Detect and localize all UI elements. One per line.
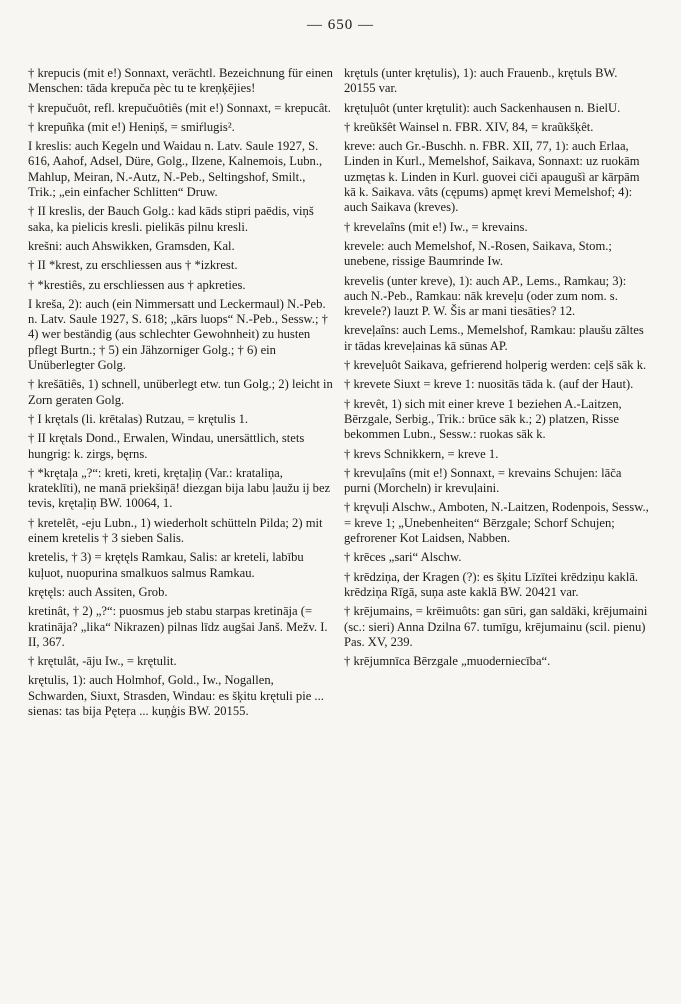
dictionary-entry: † kretelêt, -eju Lubn., 1) wiederholt schütteln Pilda; 2) mit einem kretelis † 3 sieben Salis. xyxy=(28,515,323,546)
dictionary-entry: krętuļuôt (unter krętulit): auch Sackenhausen n. BielU. xyxy=(344,100,621,115)
dictionary-entry: † *krestiês, zu erschliessen aus † apkreties. xyxy=(28,277,246,292)
dictionary-entry: † I krętals (li. krētalas) Rutzau, = krętulis 1. xyxy=(28,411,249,426)
dictionary-entry: † krepucis (mit e!) Sonnaxt, verächtl. Bezeichnung für einen Menschen: tāda krepuča pèc tu te kreņķējies! xyxy=(28,66,333,96)
dictionary-entry: kreve: auch Gr.-Buschh. n. FBR. XII, 77, 1): auch Erlaa, Linden in Kurl., Memelshof, Saikava, Sonnaxt: uz ruokām uzmętas k. Linden in Kurl. guovei ciči apaugušì ar kārpām kā k. Saikava. vâts (cępums) apmęt krevi Memelshof; 4): auch Saikava (kreves). xyxy=(344,139,640,215)
dictionary-entry: krętuls (unter krętulis), 1): auch Frauenb., krętuls BW. 20155 var. xyxy=(344,66,618,96)
dictionary-entry: † krepučuôt, refl. krepučuôtiês (mit e!) Sonnaxt, = krepucât. xyxy=(28,100,331,115)
dictionary-entry: † krętulât, -āju Iw., = krętulit. xyxy=(28,654,177,669)
dictionary-entry: † kreũkšêt Wainsel n. FBR. XIV, 84, = kraũkšķêt. xyxy=(344,119,594,134)
dictionary-entry: † II kreslis, der Bauch Golg.: kad kāds stipri paēdis, viņš saka, ka pielicis kresli. pielikās pilnu kresli. xyxy=(28,204,314,234)
dictionary-entry: † krevelaîns (mit e!) Iw., = krevains. xyxy=(344,219,528,234)
dictionary-entry: krevelis (unter kreve), 1): auch AP., Lems., Ramkau; 3): auch N.-Peb., Ramkau: nāk kreveļu (oder zum nom. s. krevele?) lauzt P. W. Šis ar mani tiesāties? 12. xyxy=(344,273,627,319)
dictionary-entry: kretinât, † 2) „?“: puosmus jeb stabu starpas kretināja (= kratināja? „lika“ Nikrazen) pilnas līdz augšai Janš. Mežv. I. II, 367. xyxy=(28,604,328,649)
dictionary-entry: † II *krest, zu erschliessen aus † *izkrest. xyxy=(28,258,238,273)
dictionary-entry: † krēces „sari“ Alschw. xyxy=(344,550,462,565)
dictionary-entry: † krēdziņa, der Kragen (?): es šķitu Līzītei krēdziņu kaklā. krēdziņa Rīgā, suņa aste kaklā BW. 20421 var. xyxy=(344,569,639,599)
dictionary-entry: krevele: auch Memelshof, N.-Rosen, Saikava, Stom.; unebene, rissige Baumrinde Iw. xyxy=(344,238,612,269)
dictionary-entry: † kręvuļi Alschw., Amboten, N.-Laitzen, Rodenpois, Sessw., = kreve 1; „Unebenheiten“ Bērzgale; Schorf Schujen; gefrorener Kot Laidsen, Nabben. xyxy=(344,500,649,546)
dictionary-entry: I kreša, 2): auch (ein Nimmersatt und Leckermaul) N.-Peb. n. Latv. Saule 1927, S. 618; „kārs luops“ N.-Peb., Sessw.; † 4) wer beständig (aus schlechter Gewohnheit) zu husten pflegt Burtn.; † 5) ein Jähzorniger Golg.; † 6) ein Unüberlegter Golg. xyxy=(28,296,328,373)
dictionary-entry: kretelis, † 3) = krętęls Ramkau, Salis: ar kreteli, labību kuļuot, nuopurina smalkuos salmus Ramkau. xyxy=(28,550,304,580)
dictionary-entry: † krešātiês, 1) schnell, unüberlegt etw. tun Golg.; 2) leicht in Zorn geraten Golg. xyxy=(28,377,333,407)
dictionary-entry: krešni: auch Ahswikken, Gramsden, Kal. xyxy=(28,238,235,253)
dictionary-entry: † krevêt, 1) sich mit einer kreve 1 beziehen A.-Laitzen, Bērzgale, Serbig., Trik.: brūce sāk k.; 2) platzen, Risse bekommen Lubn., Sessw.: ruokas sāk k. xyxy=(344,396,622,442)
dictionary-entry: † *krętaļa „?“: kreti, kreti, krętaļiņ (Var.: krataliņa, krateklīti), ne manā priekšiņā! diezgan bija labu ļaužu ij bez tevis, krętaļiņ BW. 10064, 1. xyxy=(28,465,331,511)
dictionary-entry: † krējumains, = krēimuôts: gan sūri, gan saldāki, krējumaini (sc.: sieri) Anna Dzilna 67. tumīgu, krējumainu (scil. pienu) Pas. XV, 239. xyxy=(344,604,648,649)
right-column xyxy=(344,66,650,673)
dictionary-entry: † kreveļuôt Saikava, gefrierend holperig werden: ceļš sāk k. xyxy=(344,358,647,373)
dictionary-entry: † krevs Schnikkern, = kreve 1. xyxy=(344,446,499,461)
dictionary-entry: † krevete Siuxt = kreve 1: nuositās tāda k. (auf der Haut). xyxy=(344,377,634,392)
dictionary-entry: † krējumnīca Bērzgale „muoderniecība“. xyxy=(344,654,551,669)
dictionary-entry: krętęls: auch Assiten, Grob. xyxy=(28,584,168,599)
dictionary-entry: krętulis, 1): auch Holmhof, Gold., Iw., Nogallen, Schwarden, Siuxt, Strasden, Windau: es šķitu krętuli pie ... sienas: tas bija Pęteŗa ... kuņģis BW. 20155. xyxy=(28,673,324,718)
page-number: — 650 — xyxy=(307,17,374,33)
dictionary-entry: † krepuñka (mit e!) Heniņš, = smiŕlugis². xyxy=(28,119,235,134)
dictionary-entry: † krevuļaîns (mit e!) Sonnaxt, = krevains Schujen: lāča purni (Morcheln) ir krevuļaini. xyxy=(344,465,622,496)
dictionary-entry: kreveļaîns: auch Lems., Memelshof, Ramkau: plaušu zāltes ir tādas kreveļainas kā sūnas AP. xyxy=(344,323,644,353)
dictionary-entry: I kreslis: auch Kegeln und Waidau n. Latv. Saule 1927, S. 616, Aahof, Adsel, Düre, Golg., Ilzene, Kalnemois, Lubn., Mahlup, Meiran, N.-Autz, N.-Peb., Seltingshof, Smilt., Trik.; „ein einfacher Schlitten“ Druw. xyxy=(28,139,323,200)
left-column xyxy=(28,66,333,723)
dictionary-entry: † II krętals Dond., Erwalen, Windau, unersättlich, stets hungrig: k. zirgs, bęrns. xyxy=(28,431,305,461)
